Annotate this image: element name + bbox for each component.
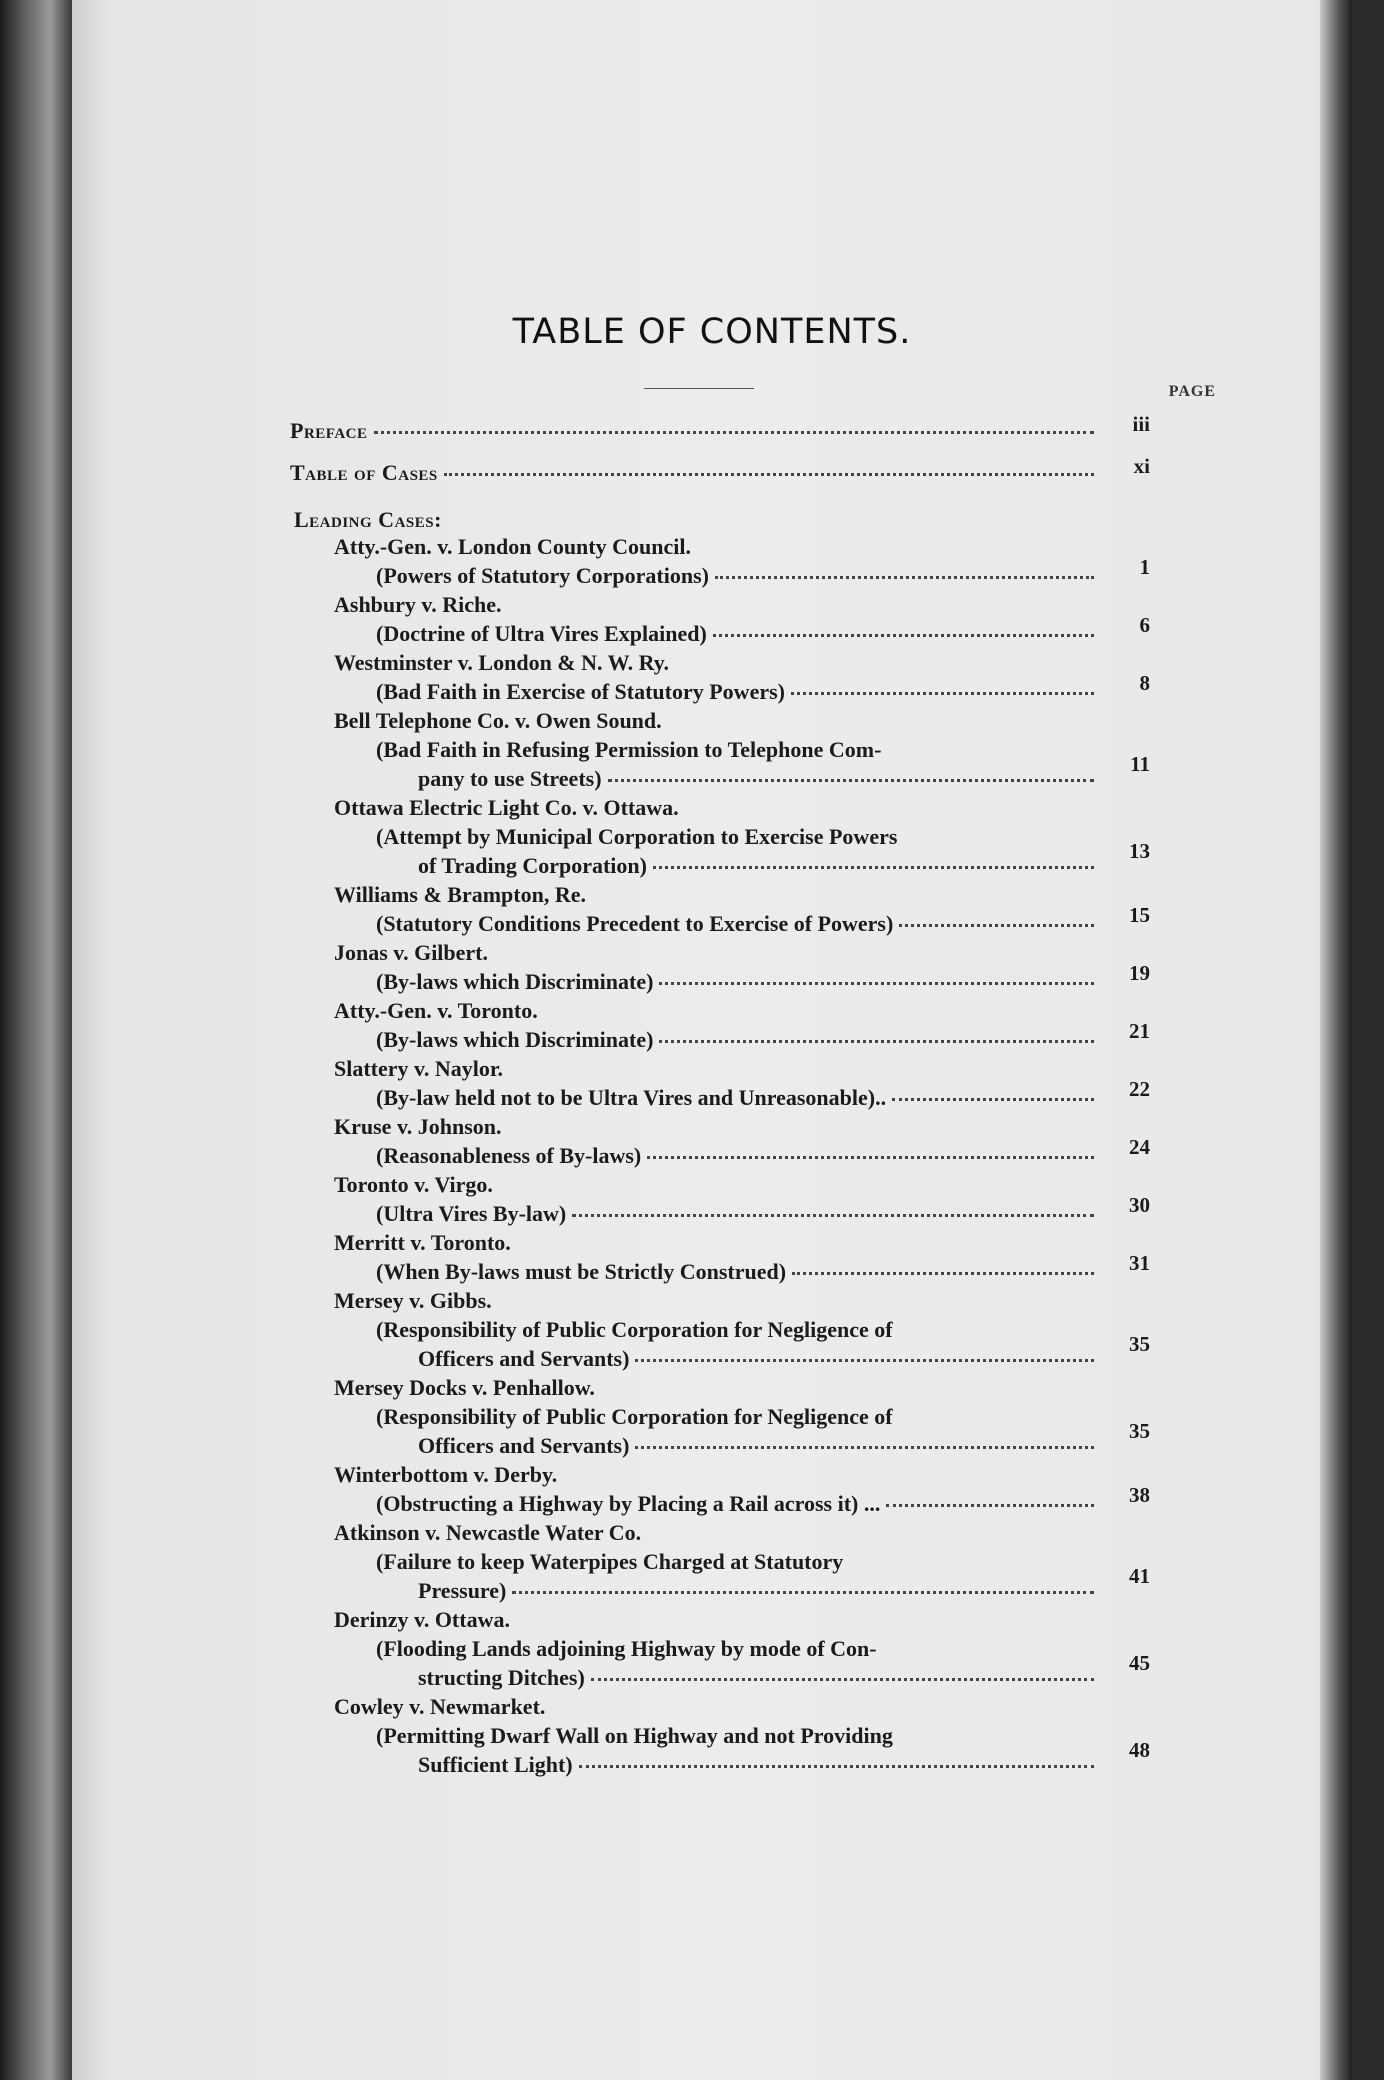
case-description: [376, 911, 1100, 937]
case-description: [376, 563, 1100, 589]
dot-leader: [715, 576, 1094, 579]
case-name: Kruse v. Johnson.: [334, 1114, 502, 1139]
case-name: Derinzy v. Ottawa.: [334, 1607, 510, 1632]
case-description: [376, 1259, 1100, 1285]
case-description: [376, 1085, 1100, 1111]
case-name: Merritt v. Toronto.: [334, 1230, 511, 1255]
page-number: xi: [1133, 454, 1150, 478]
case-description-text: (By-law held not to be Ultra Vires and Unreasonable)..: [376, 1085, 887, 1110]
case-description-text: Officers and Servants): [418, 1346, 630, 1371]
page-title: TABLE OF CONTENTS.: [512, 312, 912, 352]
page-number: 8: [1139, 671, 1150, 695]
case-description-text: structing Ditches): [418, 1665, 585, 1690]
dot-leader: [572, 1214, 1094, 1217]
case-description-text: (Bad Faith in Exercise of Statutory Powers): [376, 679, 785, 704]
case-description: [418, 1752, 1100, 1778]
dot-leader: [635, 1359, 1094, 1362]
page-number: 24: [1129, 1135, 1150, 1159]
page-number: 15: [1129, 903, 1150, 927]
case-name: Atkinson v. Newcastle Water Co.: [334, 1520, 642, 1545]
toc-entry-1: [290, 460, 1100, 486]
page-number: 38: [1129, 1483, 1150, 1507]
case-description: (Bad Faith in Refusing Permission to Telephone Com-: [376, 737, 882, 762]
dot-leader: [659, 1040, 1094, 1043]
dot-leader: [591, 1678, 1094, 1681]
case-name: Mersey Docks v. Penhallow.: [334, 1375, 595, 1400]
page-number: 45: [1129, 1651, 1150, 1675]
case-description: [376, 679, 1100, 705]
page-number: 35: [1129, 1419, 1150, 1443]
case-description: [418, 766, 1100, 792]
page-number: 30: [1129, 1193, 1150, 1217]
dot-leader: [444, 473, 1094, 476]
case-description: (Attempt by Municipal Corporation to Exercise Powers: [376, 824, 898, 849]
dot-leader: [792, 1272, 1094, 1275]
case-description: [376, 969, 1100, 995]
contents-list: [72, 0, 1352, 2080]
case-description: [376, 621, 1100, 647]
case-name: Slattery v. Naylor.: [334, 1056, 504, 1081]
case-name: Winterbottom v. Derby.: [334, 1462, 558, 1487]
case-name: Jonas v. Gilbert.: [334, 940, 489, 965]
page-number: 22: [1129, 1077, 1150, 1101]
case-description-text: Pressure): [418, 1578, 507, 1603]
case-name: Bell Telephone Co. v. Owen Sound.: [334, 708, 662, 733]
dot-leader: [647, 1156, 1094, 1159]
case-description: [376, 1027, 1100, 1053]
dot-leader: [374, 431, 1095, 434]
case-description: [418, 853, 1100, 879]
page-number: 41: [1129, 1564, 1150, 1588]
case-description-text: (Obstructing a Highway by Placing a Rail across it) ...: [376, 1491, 881, 1516]
page-number: 13: [1129, 839, 1150, 863]
case-description: [418, 1346, 1100, 1372]
page-number: iii: [1132, 412, 1150, 436]
page-edge: [1320, 0, 1352, 2080]
case-name: Atty.-Gen. v. London County Council.: [334, 534, 691, 559]
case-description-text: (Ultra Vires By-law): [376, 1201, 567, 1226]
case-name: Toronto v. Virgo.: [334, 1172, 493, 1197]
case-description: (Responsibility of Public Corporation for Negligence of: [376, 1404, 893, 1429]
dot-leader: [791, 692, 1094, 695]
case-description-text: (Powers of Statutory Corporations): [376, 563, 709, 588]
page-number: 21: [1129, 1019, 1150, 1043]
dot-leader: [659, 982, 1094, 985]
case-description: (Permitting Dwarf Wall on Highway and not Providing: [376, 1723, 893, 1748]
page-number: 6: [1139, 613, 1150, 637]
page-number: 48: [1129, 1738, 1150, 1762]
case-name: Ashbury v. Riche.: [334, 592, 502, 617]
page-number: 1: [1139, 555, 1150, 579]
toc-entry-0-text: Preface: [290, 418, 368, 443]
page-number: 31: [1129, 1251, 1150, 1275]
dot-leader: [653, 866, 1094, 869]
dot-leader: [635, 1446, 1094, 1449]
case-description-text: (Reasonableness of By-laws): [376, 1143, 642, 1168]
case-description-text: of Trading Corporation): [418, 853, 647, 878]
case-description: [376, 1143, 1100, 1169]
case-description-text: (When By-laws must be Strictly Construed): [376, 1259, 787, 1284]
case-description: (Responsibility of Public Corporation for Negligence of: [376, 1317, 893, 1342]
case-name: Atty.-Gen. v. Toronto.: [334, 998, 538, 1023]
dot-leader: [608, 779, 1094, 782]
dot-leader: [892, 1098, 1094, 1101]
case-description-text: (Doctrine of Ultra Vires Explained): [376, 621, 707, 646]
case-description: (Flooding Lands adjoining Highway by mode of Con-: [376, 1636, 877, 1661]
case-description: (Failure to keep Waterpipes Charged at Statutory: [376, 1549, 844, 1574]
case-description-text: (By-laws which Discriminate): [376, 1027, 654, 1052]
case-description: [376, 1201, 1100, 1227]
case-name: Williams & Brampton, Re.: [334, 882, 586, 907]
page-number: 35: [1129, 1332, 1150, 1356]
page-column-label: PAGE: [1168, 383, 1216, 400]
dot-leader: [512, 1591, 1094, 1594]
case-name: Westminster v. London & N. W. Ry.: [334, 650, 669, 675]
case-description: [376, 1491, 1100, 1517]
case-name: Cowley v. Newmarket.: [334, 1694, 546, 1719]
dot-leader: [899, 924, 1094, 927]
book-spine: [0, 0, 72, 2080]
dot-leader: [886, 1504, 1094, 1507]
page-number: 19: [1129, 961, 1150, 985]
case-name: Mersey v. Gibbs.: [334, 1288, 492, 1313]
case-description-text: pany to use Streets): [418, 766, 602, 791]
dot-leader: [713, 634, 1094, 637]
case-name: Ottawa Electric Light Co. v. Ottawa.: [334, 795, 679, 820]
case-description-text: (By-laws which Discriminate): [376, 969, 654, 994]
dot-leader: [579, 1765, 1094, 1768]
case-description: [418, 1665, 1100, 1691]
toc-entry-1-text: Table of Cases: [290, 460, 438, 485]
case-description-text: (Statutory Conditions Precedent to Exercise of Powers): [376, 911, 894, 936]
case-description: [418, 1578, 1100, 1604]
leading-cases-label: Leading Cases:: [294, 507, 442, 532]
toc-entry-0: [290, 418, 1100, 444]
page-number: 11: [1130, 752, 1150, 776]
case-description: [418, 1433, 1100, 1459]
book-page: [72, 0, 1352, 2080]
case-description-text: Sufficient Light): [418, 1752, 573, 1777]
case-description-text: Officers and Servants): [418, 1433, 630, 1458]
